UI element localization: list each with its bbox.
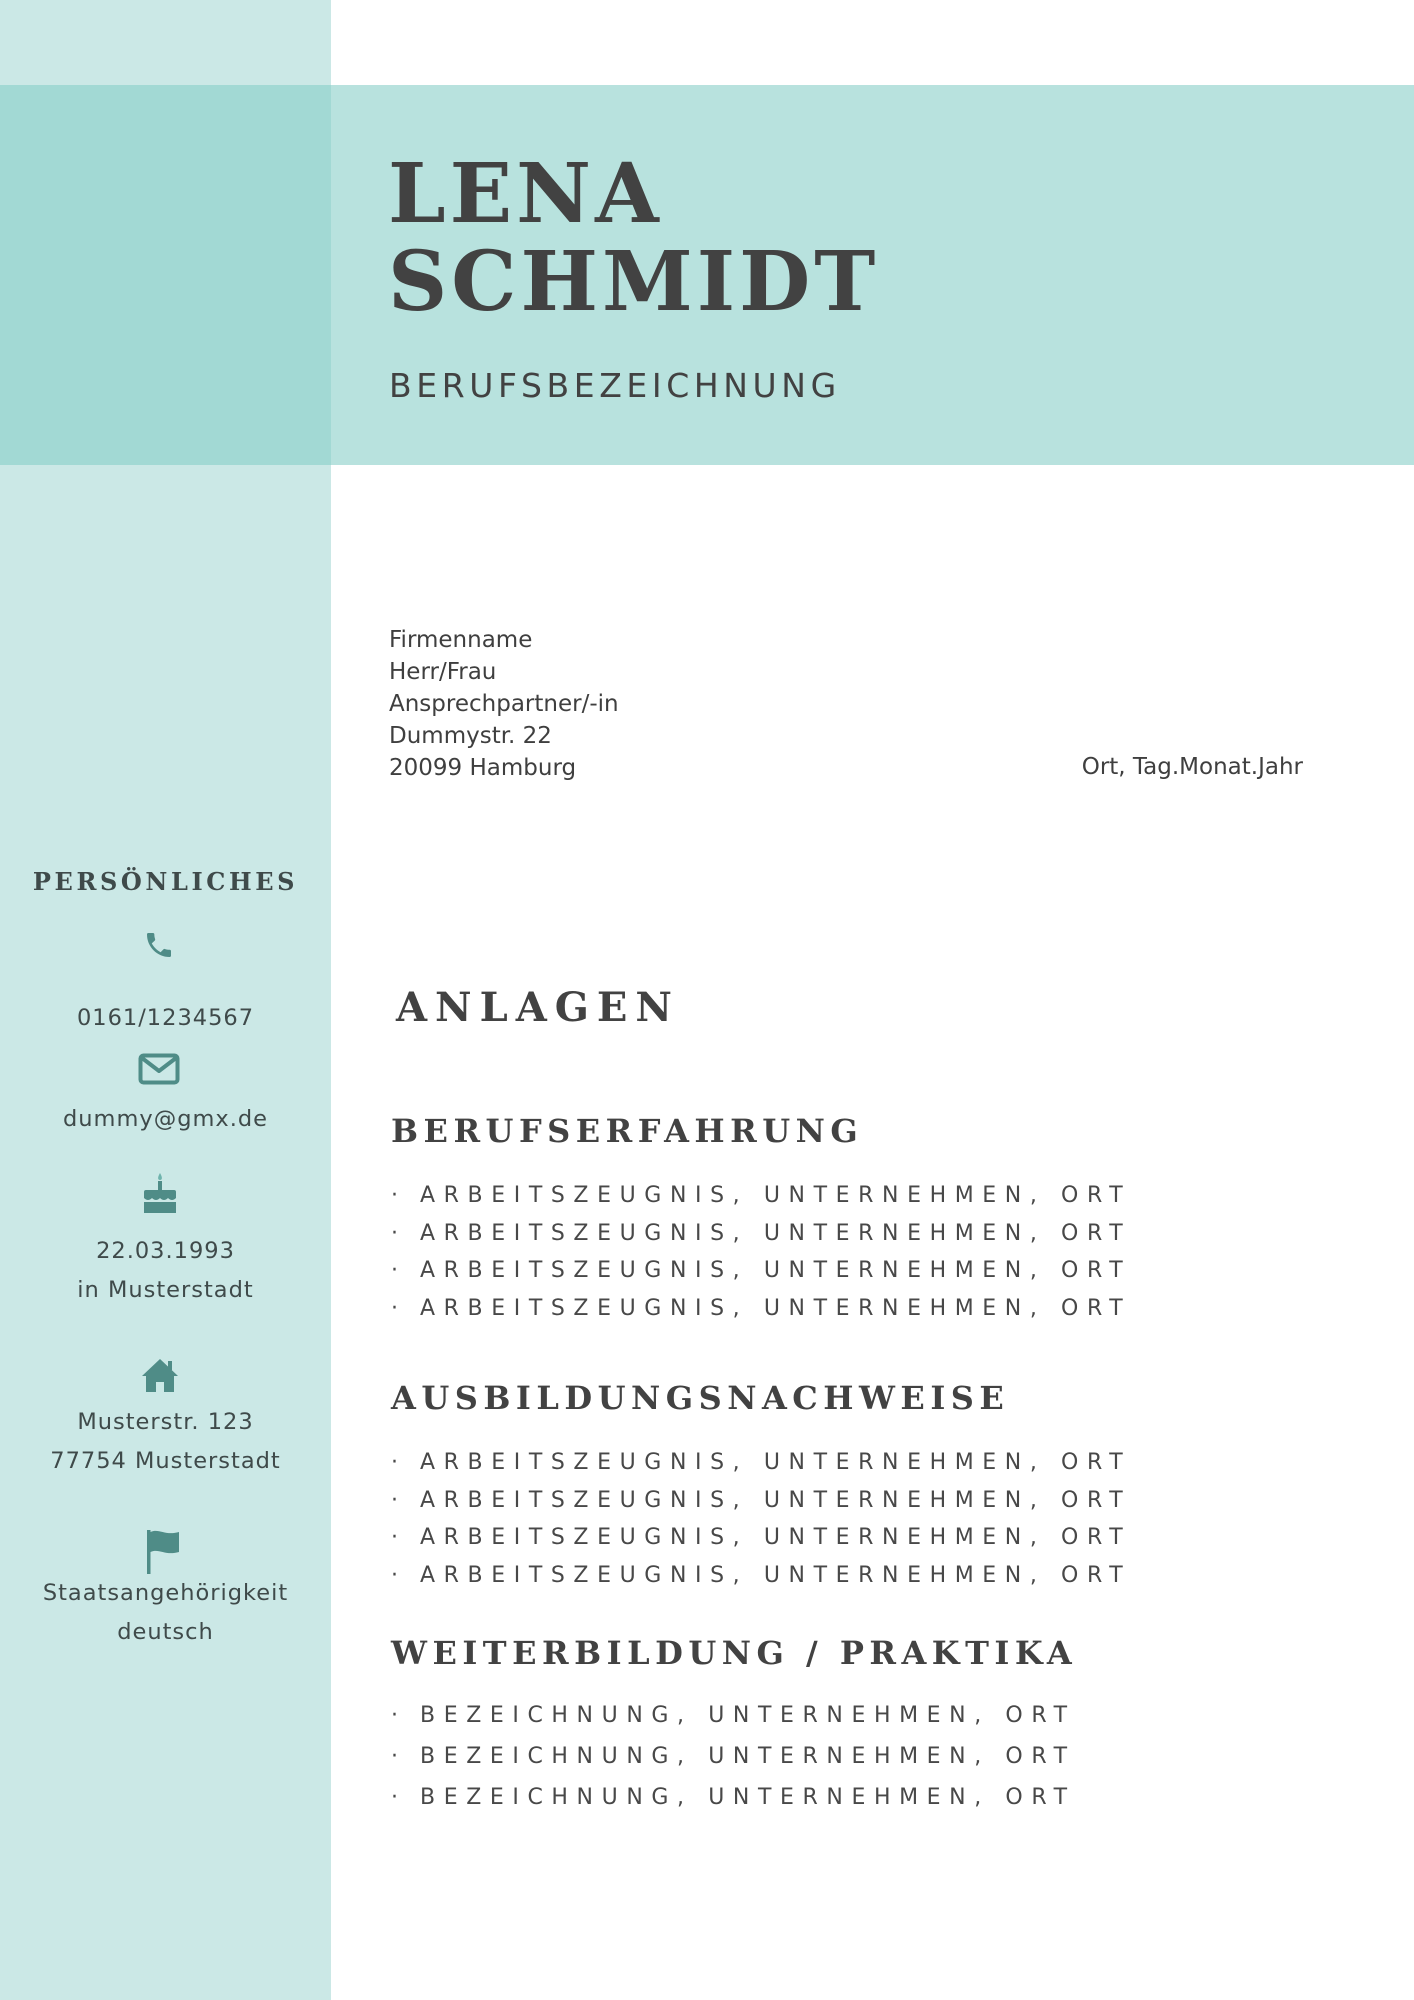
place-date: Ort, Tag.Monat.Jahr bbox=[1081, 754, 1303, 780]
first-name: LENA bbox=[388, 146, 663, 242]
subheading-weiterbildung: WEITERBILDUNG / PRAKTIKA bbox=[391, 1634, 1078, 1672]
list-item-text: ARBEITSZEUGNIS, UNTERNEHMEN, ORT bbox=[420, 1295, 1132, 1321]
email-address: dummy@gmx.de bbox=[63, 1106, 268, 1132]
nationality-label: Staatsangehörigkeit bbox=[42, 1580, 289, 1606]
list-item bbox=[391, 1177, 1131, 1215]
bullet: · bbox=[391, 1183, 398, 1208]
recipient-line: 20099 Hamburg bbox=[389, 755, 577, 781]
subheading-ausbildungsnachweise: AUSBILDUNGSNACHWEISE bbox=[391, 1379, 1010, 1417]
bullet: · bbox=[391, 1450, 398, 1475]
bullet: · bbox=[391, 1258, 398, 1283]
list-item bbox=[391, 1482, 1131, 1520]
bullet: · bbox=[391, 1744, 398, 1769]
home-icon bbox=[140, 1356, 180, 1394]
street-address: Musterstr. 123 bbox=[77, 1409, 254, 1435]
personal-section-title: PERSÖNLICHES bbox=[32, 867, 299, 896]
list-item bbox=[391, 1736, 1076, 1777]
birth-date: 22.03.1993 bbox=[96, 1238, 235, 1264]
list-item-text: ARBEITSZEUGNIS, UNTERNEHMEN, ORT bbox=[420, 1450, 1132, 1475]
birth-place: in Musterstadt bbox=[77, 1277, 254, 1303]
mail-icon bbox=[138, 1053, 180, 1085]
list-item-text: BEZEICHNUNG, UNTERNEHMEN, ORT bbox=[420, 1785, 1076, 1810]
list-item-text: BEZEICHNUNG, UNTERNEHMEN, ORT bbox=[420, 1703, 1076, 1728]
applicant-name bbox=[388, 146, 880, 330]
sidebar-header-block bbox=[0, 85, 331, 465]
list-item-text: ARBEITSZEUGNIS, UNTERNEHMEN, ORT bbox=[420, 1562, 1132, 1588]
weiterbildung-list bbox=[391, 1695, 1076, 1818]
list-item-text: ARBEITSZEUGNIS, UNTERNEHMEN, ORT bbox=[420, 1183, 1132, 1208]
phone-icon bbox=[143, 927, 175, 963]
phone-number: 0161/1234567 bbox=[76, 1005, 255, 1031]
bullet: · bbox=[391, 1220, 398, 1246]
recipient-line: Herr/Frau bbox=[389, 659, 497, 685]
list-item bbox=[391, 1519, 1131, 1557]
subheading-berufserfahrung: BERUFSERFAHRUNG bbox=[391, 1112, 864, 1150]
bullet: · bbox=[391, 1562, 398, 1588]
list-item bbox=[391, 1215, 1131, 1253]
bullet: · bbox=[391, 1295, 398, 1321]
list-item-text: BEZEICHNUNG, UNTERNEHMEN, ORT bbox=[420, 1744, 1076, 1769]
list-item bbox=[391, 1444, 1131, 1482]
last-name: SCHMIDT bbox=[388, 234, 880, 330]
birthday-cake-icon bbox=[141, 1171, 179, 1215]
bullet: · bbox=[391, 1703, 398, 1728]
bullet: · bbox=[391, 1525, 398, 1550]
bullet: · bbox=[391, 1785, 398, 1810]
ausbildungsnachweise-list bbox=[391, 1444, 1131, 1594]
list-item-text: ARBEITSZEUGNIS, UNTERNEHMEN, ORT bbox=[420, 1487, 1132, 1513]
list-item bbox=[391, 1695, 1076, 1736]
city-address: 77754 Musterstadt bbox=[50, 1448, 281, 1474]
flag-icon bbox=[145, 1528, 181, 1576]
section-title-anlagen: ANLAGEN bbox=[396, 984, 680, 1031]
recipient-line: Firmenname bbox=[389, 627, 533, 653]
list-item bbox=[391, 1777, 1076, 1818]
job-title: BERUFSBEZEICHNUNG bbox=[389, 366, 841, 405]
list-item bbox=[391, 1290, 1131, 1328]
recipient-line: Ansprechpartner/-in bbox=[389, 691, 619, 717]
list-item bbox=[391, 1557, 1131, 1595]
list-item bbox=[391, 1252, 1131, 1290]
bullet: · bbox=[391, 1487, 398, 1513]
recipient-address bbox=[389, 624, 619, 784]
list-item-text: ARBEITSZEUGNIS, UNTERNEHMEN, ORT bbox=[420, 1220, 1132, 1246]
list-item-text: ARBEITSZEUGNIS, UNTERNEHMEN, ORT bbox=[420, 1258, 1132, 1283]
recipient-line: Dummystr. 22 bbox=[389, 723, 552, 749]
list-item-text: ARBEITSZEUGNIS, UNTERNEHMEN, ORT bbox=[420, 1525, 1132, 1550]
nationality-value: deutsch bbox=[117, 1619, 214, 1645]
berufserfahrung-list bbox=[391, 1177, 1131, 1327]
